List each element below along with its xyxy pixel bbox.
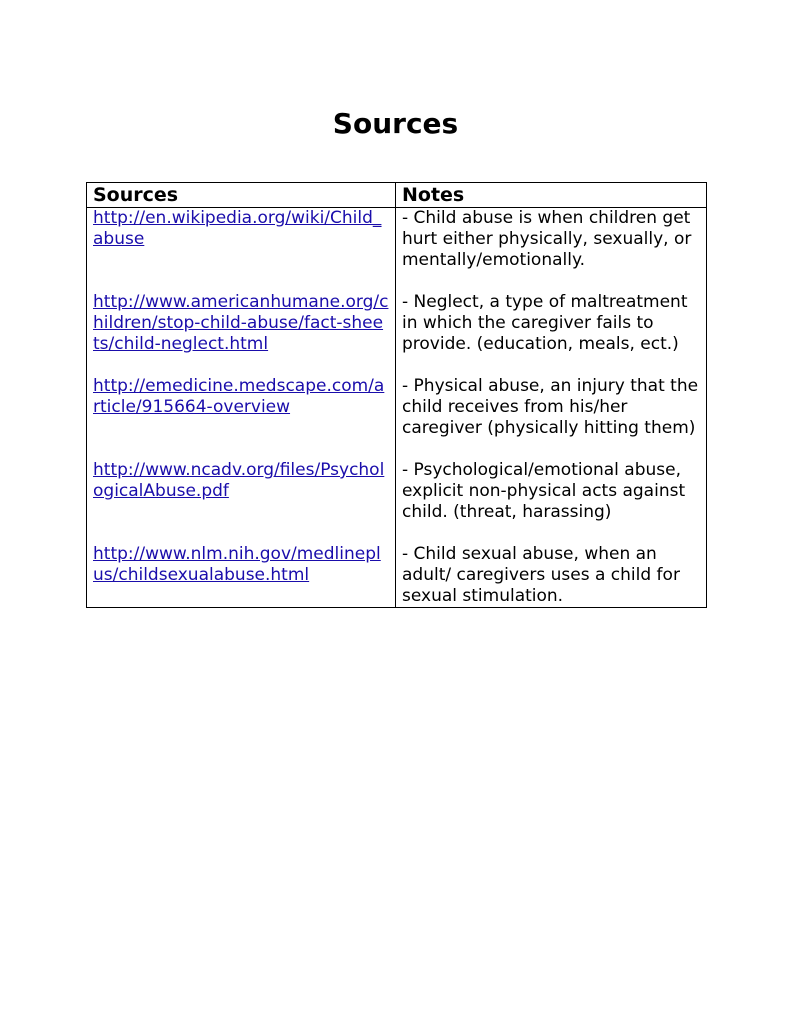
- sources-column-header: Sources: [87, 183, 396, 208]
- notes-cell: [396, 208, 707, 608]
- note-physical-abuse: - Physical abuse, an injury that the child receives from his/her caregiver (physically hitting them): [402, 376, 699, 438]
- note-child-abuse: - Child abuse is when children get hurt either physically, sexually, or mentally/emotionally.: [402, 208, 692, 270]
- page-title: Sources: [332, 107, 459, 140]
- source-link-wikipedia[interactable]: http://en.wikipedia.org/wiki/Child_abuse: [93, 208, 382, 249]
- note-neglect: - Neglect, a type of maltreatment in which the caregiver fails to provide. (education, meals, ect.): [402, 292, 688, 354]
- source-link-ncadv[interactable]: http://www.ncadv.org/files/PsychologicalAbuse.pdf: [93, 460, 385, 501]
- table-row: [87, 208, 707, 608]
- note-sexual-abuse: - Child sexual abuse, when an adult/ caregivers uses a child for sexual stimulation.: [402, 544, 680, 606]
- sources-table: [86, 182, 707, 608]
- sources-cell: [87, 208, 396, 608]
- source-link-medscape[interactable]: http://emedicine.medscape.com/article/915664-overview: [93, 376, 385, 417]
- notes-column-header: Notes: [396, 183, 707, 208]
- source-link-nlm[interactable]: http://www.nlm.nih.gov/medlineplus/childsexualabuse.html: [93, 544, 381, 585]
- note-psychological-abuse: - Psychological/emotional abuse, explicit non-physical acts against child. (threat, harassing): [402, 460, 686, 522]
- source-link-americanhumane[interactable]: http://www.americanhumane.org/children/stop-child-abuse/fact-sheets/child-neglect.html: [93, 292, 389, 354]
- table-header-row: [87, 183, 707, 208]
